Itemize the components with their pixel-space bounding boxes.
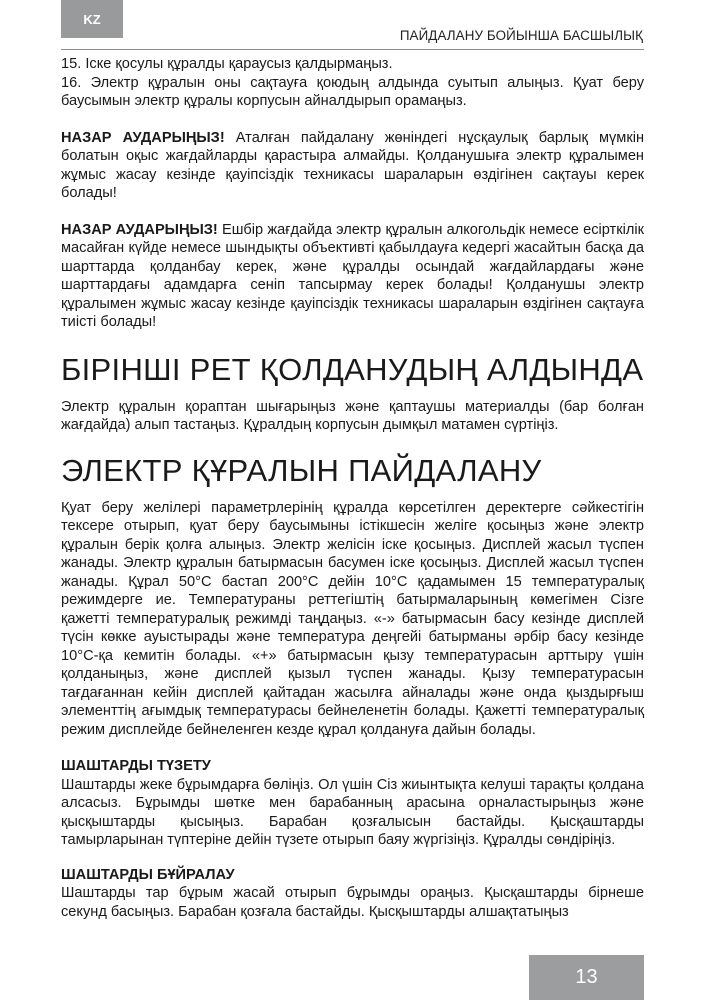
section-text-first-use: Электр құралын қораптан шығарыңыз және қаптаушы материалды (бар болған жағдайда) алып тастаңыз. Құралдың корпусын дымқыл матамен сүртіңіз. [61,398,644,433]
section-title-first-use: БІРІНШІ РЕТ ҚОЛДАНУДЫҢ АЛДЫНДА [61,351,644,387]
spacer [61,203,644,221]
section-title-usage: ЭЛЕКТР ҚҰРАЛЫН ПАЙДАЛАНУ [61,452,542,488]
subsection-text-curling: Шаштарды тар бұрым жасай отырып бұрымды ораңыз. Қысқаштарды бірнеше секунд басыңыз. Барабан қозғала бастайды. Қысқыштарды алшақтатыңыз [61,885,644,920]
list-item-15: 15. Іске қосулы құралды қараусыз қалдырмаңыз. [61,56,393,72]
warning-text: Аталған пайдалану жөніндегі нұсқаулық барлық мүмкін болатын оқыс жағдайларды қарастыра алмайды. Қолданушыға электр құралымен жұмыс жасау кезінде қауіпсіздік техникасы шараларын өздігінен сақтауы керек болады! [61,129,645,201]
warning-text: Ешбір жағдайда электр құралын алкогольдік немесе есірткілік масайған күйде немесе шындықты объективті қабылдауға кедергі жасайтын басқа да шарттарда қолданбау керек, және құралды осындай жағдайлардағы және шарттардағы адамдарға сеніп тапсырмау керек болады! Қолданушы электр құралымен жұмыс жасау кезінде қауіпсіздік техникасы шараларын өздігінен сақтауға тиісті болады! [61,221,644,330]
page-content [61,55,644,921]
subsection-text-straightening: Шаштарды жеке бұрымдарға бөліңіз. Ол үшін Сіз жиынтықта келуші тарақты қолдана алсасыз. Бұрымды шөтке мен барабанның арасына орналастырыңыз және қысқыштарды қысыңыз. Барабан қозғалысын бастайды. Қысқаштарды тамырларынан түптеріне дейін түзете отырып баяу жүргізіңіз. Құралды сөндіріңіз. [61,776,644,848]
header-divider [61,49,644,50]
language-tab: KZ [61,0,123,38]
header-title: ПАЙДАЛАНУ БОЙЫНША БАСШЫЛЫҚ [399,28,643,43]
list-item-16: 16. Электр құралын оны сақтауға қоюдың алдында суытып алыңыз. Қуат беру баусымын электр құралы корпусын айналдырып орамаңыз. [61,74,644,109]
warning-paragraph-1 [61,129,644,203]
subsection-title-straightening: ШАШТАРДЫ ТҮЗЕТУ [61,758,211,774]
warning-paragraph-2 [61,221,644,332]
warning-label: НАЗАР АУДАРЫҢЫЗ! [61,221,218,238]
page-number: 13 [529,955,644,1000]
spacer [61,111,644,129]
subsection-title-curling: ШАШТАРДЫ БҰЙРАЛАУ [61,866,235,883]
warning-label: НАЗАР АУДАРЫҢЫЗ! [61,129,225,146]
section-text-usage: Қуат беру желілері параметрлерінің құралда көрсетілген деректерге сәйкестігін тексере отырып, қуат беру баусымыны істікшесін желіге қосыңыз және электр құралын берік қолға алыңыз. Электр желісін іске қосыңыз. Дисплей жасыл түспен жанады. Электр құралын батырмасын басумен іске қосыңыз. Дисплей жасыл түспен жанады. Құрал 50°С бастап 200°С дейін 10°С қадамымен 15 температуралық режимдерге ие. Температураны реттегіштің батырмаларының көмегімен Сізге қажетті температуралық режимді таңдаңыз. «-» батырмасын басу кезінде дисплей түсін көкке ауыстырады және температура деңгейі батырманы әрбір басу кезінде 10°С-қа кемитін болады. «+» батырмасын қызу температурасын арттыру үшін қолданыңыз, және дисплей қызыл түспен жанады. Қызу температурасын тағдағаннан кейін дисплей қайтадан жасылға айналады және онда қыздырғыш элементтің ағымдық температурасы бейнеленетін болады. Қажетті температуралық режим дисплейде бейнеленген кезде құрал қолдануға дайын болады. [61,499,644,738]
